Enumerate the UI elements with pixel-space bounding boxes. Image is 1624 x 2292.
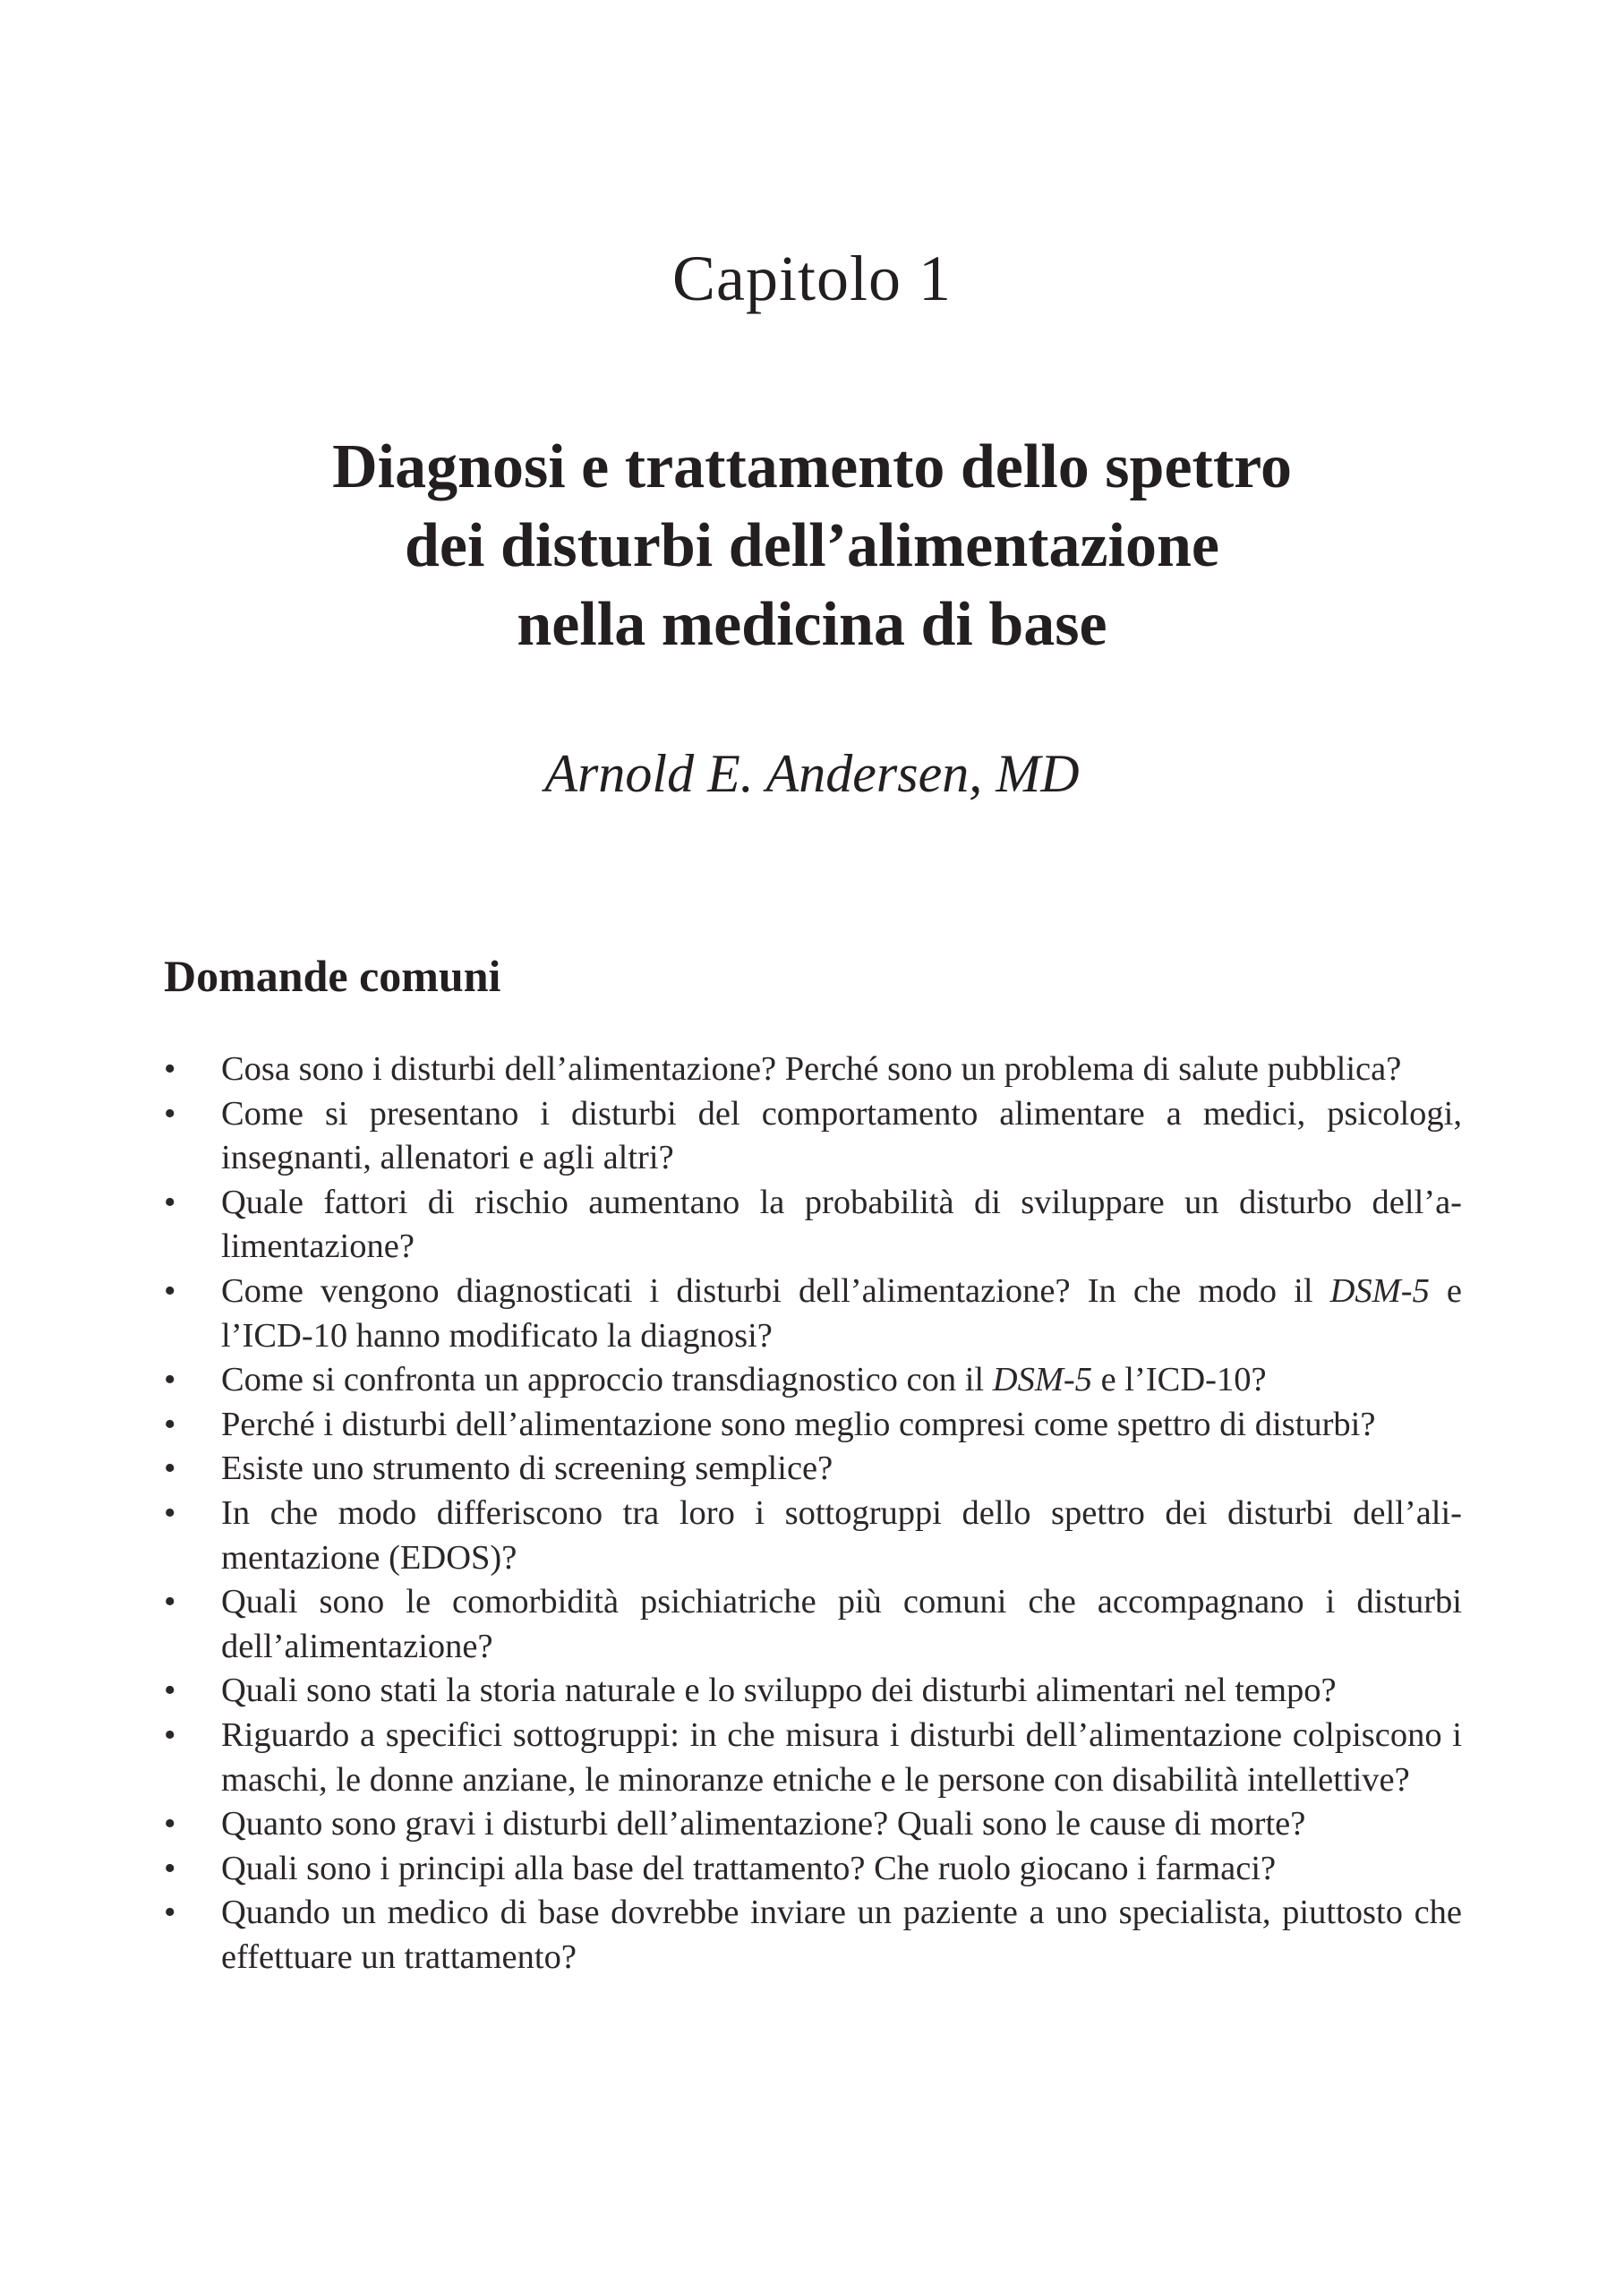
question-item	[164, 1181, 1462, 1270]
bullet-icon: •	[164, 1050, 176, 1088]
question-text	[221, 1050, 1401, 1088]
bullet-icon: •	[164, 1271, 176, 1310]
question-item	[164, 1891, 1462, 1980]
chapter-title	[0, 428, 1624, 664]
bullet-icon: •	[164, 1894, 176, 1932]
question-item	[164, 1669, 1462, 1714]
question-text	[221, 1894, 1462, 1976]
question-text	[221, 1095, 1462, 1177]
chapter-title-line: Diagnosi e trattamento dello spettro	[332, 432, 1292, 501]
questions-list	[164, 1048, 1462, 1980]
bullet-icon: •	[164, 1672, 176, 1710]
question-item	[164, 1802, 1462, 1847]
question-item	[164, 1270, 1462, 1358]
question-text-segment: Come si presentano i disturbi del comportamento alimentare a medici, psicologi, insegnanti, allenatori e agli altri?	[221, 1094, 1462, 1177]
bullet-icon: •	[164, 1493, 176, 1532]
bullet-icon: •	[164, 1450, 176, 1488]
question-text-segment: Esiste uno strumento di screening semplice?	[221, 1450, 833, 1488]
chapter-author: Arnold E. Andersen, MD	[544, 744, 1080, 803]
question-item	[164, 1048, 1462, 1092]
bullet-icon: •	[164, 1849, 176, 1887]
question-item	[164, 1847, 1462, 1892]
bullet-icon: •	[164, 1183, 176, 1221]
question-text	[221, 1272, 1462, 1355]
bullet-icon: •	[164, 1405, 176, 1443]
bullet-icon: •	[164, 1805, 176, 1843]
question-text	[221, 1850, 1276, 1887]
question-item	[164, 1714, 1462, 1802]
question-item	[164, 1403, 1462, 1448]
question-text	[221, 1494, 1462, 1577]
question-item	[164, 1492, 1462, 1580]
question-text	[221, 1406, 1375, 1443]
question-text	[221, 1805, 1305, 1843]
question-item	[164, 1580, 1462, 1669]
chapter-title-line: nella medicina di base	[517, 590, 1107, 659]
question-text-italic: DSM-5	[992, 1361, 1092, 1399]
question-text-segment: e l’ICD-10 hanno modificato la diagnosi?	[221, 1271, 1463, 1355]
question-text	[221, 1450, 833, 1487]
question-text	[221, 1716, 1462, 1799]
question-text	[221, 1361, 1267, 1398]
chapter-title-line: dei disturbi dell’alimentazione	[405, 511, 1219, 580]
bullet-icon: •	[164, 1715, 176, 1754]
question-text-segment: Quali sono stati la storia naturale e lo sviluppo dei disturbi alimentari nel tempo?	[221, 1672, 1337, 1710]
question-text-segment: e l’ICD-10?	[1091, 1361, 1267, 1399]
question-text-segment: Quando un medico di base dovrebbe inviare un paziente a uno specialista, piuttosto che effettuare un trattamento?	[221, 1894, 1462, 1976]
question-item	[164, 1447, 1462, 1492]
question-text-segment: Quali sono i principi alla base del trattamento? Che ruolo giocano i farmaci?	[221, 1849, 1277, 1887]
chapter-label: Capitolo 1	[672, 243, 952, 314]
question-text	[221, 1672, 1337, 1709]
question-text-italic: DSM-5	[1329, 1271, 1430, 1310]
question-text-segment: Quale fattori di rischio aumentano la probabilità di sviluppare un disturbo dell’alimentazione?	[221, 1183, 1462, 1266]
bullet-icon: •	[164, 1094, 176, 1133]
question-text-segment: In che modo differiscono tra loro i sottogruppi dello spettro dei disturbi dell’alimentazione (EDOS)?	[221, 1493, 1462, 1577]
bullet-icon: •	[164, 1583, 176, 1621]
question-text-segment: Quanto sono gravi i disturbi dell’alimentazione? Quali sono le cause di morte?	[221, 1805, 1306, 1843]
question-text-segment: Perché i disturbi dell’alimentazione sono meglio compresi come spettro di disturbi?	[221, 1405, 1376, 1443]
section-heading: Domande comuni	[164, 951, 501, 1001]
question-text-segment: Quali sono le comorbidità psichiatriche più comuni che accompagnano i disturbi dell’alimentazione?	[221, 1583, 1462, 1665]
question-text-segment: Cosa sono i disturbi dell’alimentazione? Perché sono un problema di salute pubblica?	[221, 1050, 1402, 1088]
question-item	[164, 1092, 1462, 1181]
bullet-icon: •	[164, 1361, 176, 1399]
question-text-segment: Come si confronta un approccio transdiagnostico con il	[221, 1361, 993, 1399]
question-text-segment: Come vengono diagnosticati i disturbi dell’alimentazione? In che modo il	[221, 1271, 1330, 1310]
question-text	[221, 1583, 1462, 1665]
question-text	[221, 1184, 1462, 1266]
question-text-segment: Riguardo a specifici sottogruppi: in che misura i disturbi dell’alimentazione colpiscono i maschi, le donne anziane, le minoranze etniche e le persone con disabilità intellettive?	[221, 1715, 1462, 1799]
question-item	[164, 1358, 1462, 1403]
